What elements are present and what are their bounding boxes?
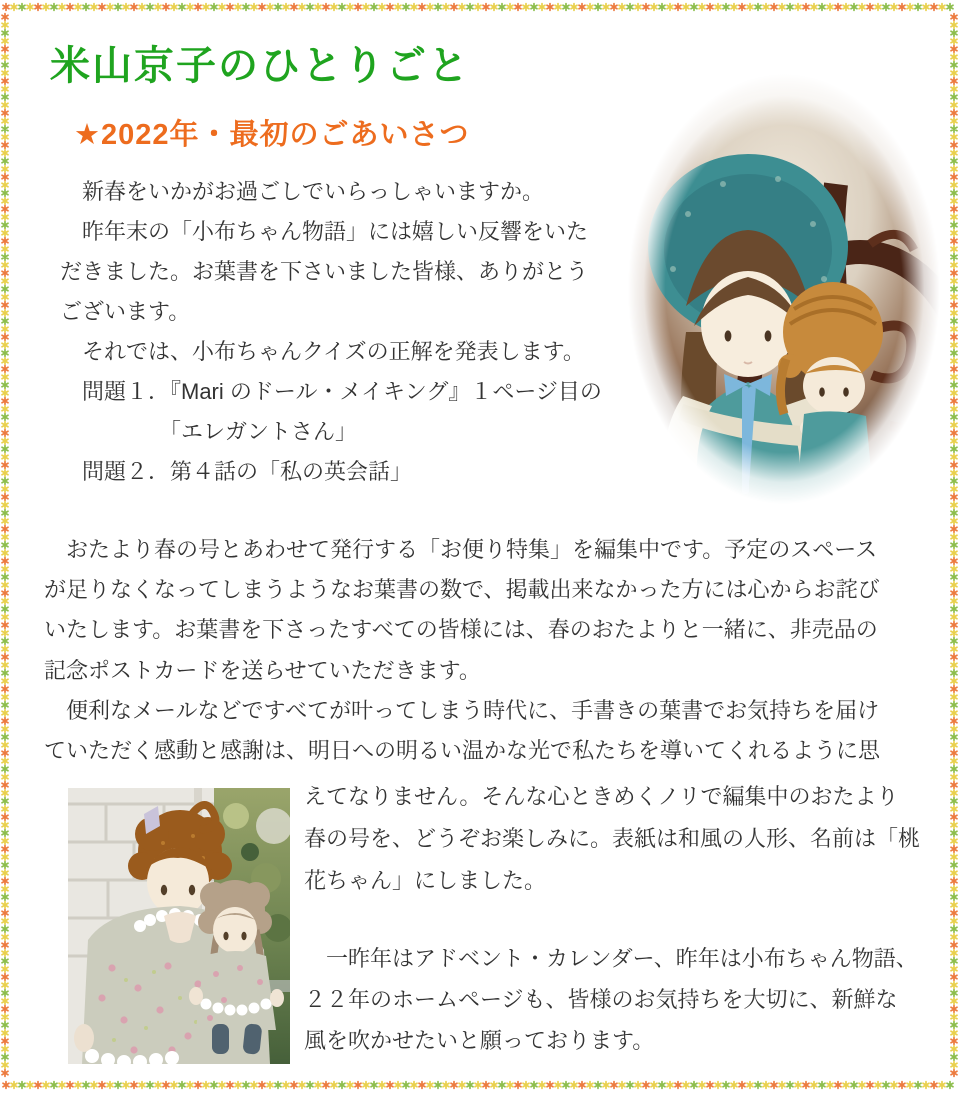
text-line: 問題２．第４話の「私の英会話」	[60, 459, 413, 484]
intro-paragraphs	[60, 172, 620, 492]
text-line: それでは、小布ちゃんクイズの正解を発表します。	[60, 339, 585, 364]
text-line: 花ちゃん」にしました。	[304, 868, 547, 893]
body-paragraphs	[44, 530, 924, 771]
text-line: ございます。	[60, 299, 191, 324]
doll-photo-oval-vignette	[628, 74, 940, 504]
text-line: ２２年のホームページも、皆様のお気持ちを大切に、新鮮な	[304, 987, 898, 1012]
doll-photo-garden	[68, 788, 290, 1064]
text-line: 記念ポストカードを送らせていただきます。	[44, 657, 481, 683]
text-line: 昨年末の「小布ちゃん物語」には嬉しい反響をいた	[60, 219, 589, 244]
text-line: えてなりません。そんな心ときめくノリで編集中のおたより	[304, 784, 899, 809]
text-line: 「エレガントさん」	[60, 419, 358, 444]
text-line: 春の号を、どうぞお楽しみに。表紙は和風の人形、名前は「桃	[304, 826, 921, 851]
section-heading: ★2022年・最初のごあいさつ	[74, 119, 470, 151]
text-line: いたします。お葉書を下さったすべての皆様には、春のおたよりと一緒に、非売品の	[44, 617, 878, 643]
closing-paragraph	[304, 938, 934, 1061]
text-line: 問題１．『Mari のドール・メイキング』１ページ目の	[60, 379, 602, 404]
text-line: ていただく感動と感謝は、明日への明るい温かな光で私たちを導いてくれるように思	[44, 738, 881, 764]
text-line: おたより春の号とあわせて発行する「お便り特集」を編集中です。予定のスペース	[44, 537, 878, 562]
text-line: 一昨年はアドベント・カレンダー、昨年は小布ちゃん物語、	[304, 946, 918, 971]
text-line: 便利なメールなどですべてが叶ってしまう時代に、手書きの葉書でお気持ちを届け	[44, 697, 880, 723]
text-line: だきました。お葉書を下さいました皆様、ありがとう	[60, 259, 589, 284]
text-line: 風を吹かせたいと願っております。	[304, 1028, 655, 1053]
text-line: が足りなくなってしまうようなお葉書の数で、掲載出来なかった方には心からお詫び	[44, 577, 880, 603]
page-title: 米山京子のひとりごと	[50, 44, 470, 88]
text-line: 新春をいかがお過ごしでいらっしゃいますか。	[60, 179, 545, 204]
wrapped-paragraph	[304, 776, 934, 902]
